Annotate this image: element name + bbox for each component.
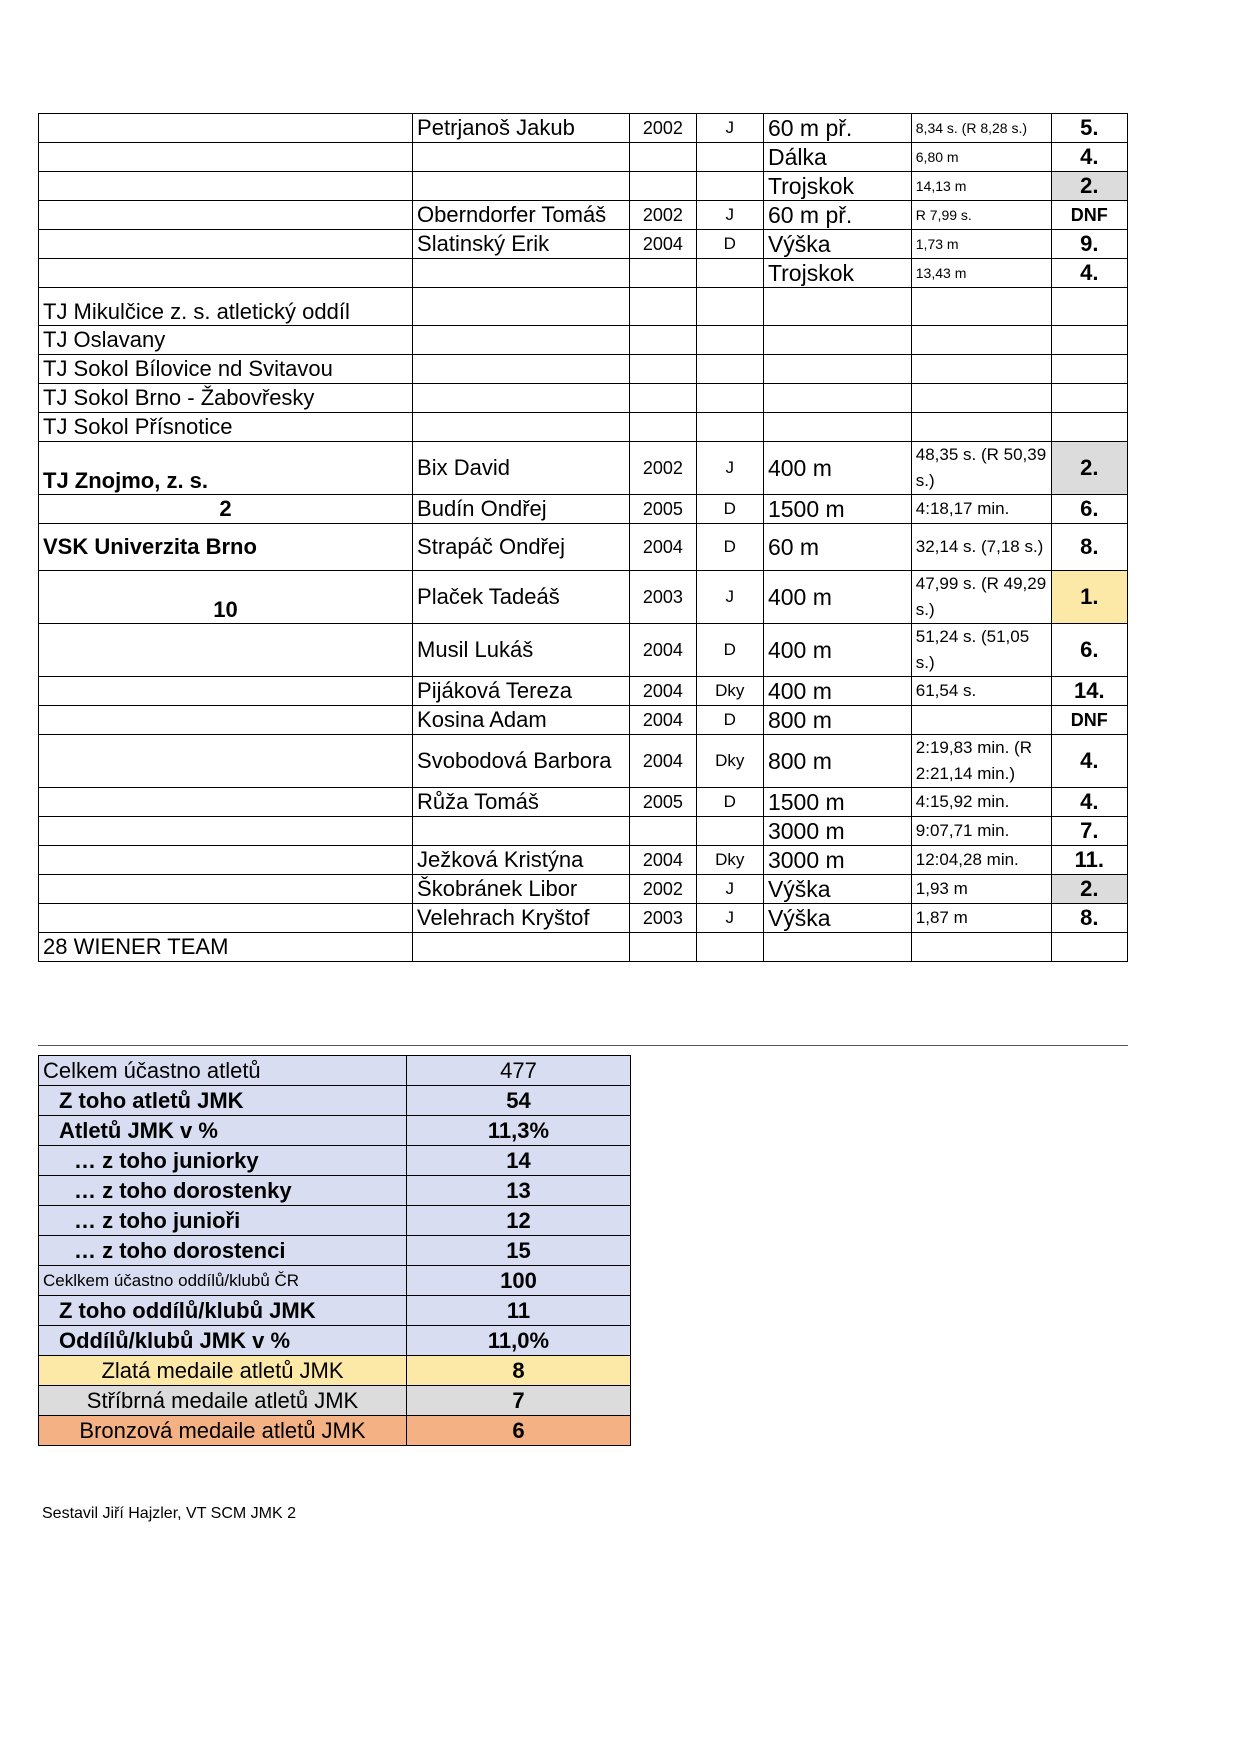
result xyxy=(911,933,1051,962)
athlete-name xyxy=(413,172,630,201)
result-row xyxy=(39,735,1128,788)
placement: 6. xyxy=(1051,495,1127,524)
athlete-name xyxy=(413,384,630,413)
result-row xyxy=(39,326,1128,355)
summary-label: … z toho junioři xyxy=(39,1206,407,1236)
summary-value: 13 xyxy=(407,1176,631,1206)
discipline: 60 m př. xyxy=(763,114,911,143)
summary-label: Atletů JMK v % xyxy=(39,1116,407,1146)
discipline: 800 m xyxy=(763,735,911,788)
discipline: 3000 m xyxy=(763,817,911,846)
discipline xyxy=(763,355,911,384)
result: 1,73 m xyxy=(911,230,1051,259)
result: 12:04,28 min. xyxy=(911,846,1051,875)
summary-row xyxy=(39,1236,631,1266)
separator-line xyxy=(38,1045,1128,1046)
summary-row xyxy=(39,1056,631,1086)
athlete-name: Strapáč Ondřej xyxy=(413,524,630,571)
club-cell xyxy=(39,230,413,259)
summary-table-body xyxy=(39,1056,631,1446)
birth-year: 2004 xyxy=(630,230,696,259)
summary-value: 14 xyxy=(407,1146,631,1176)
summary-value: 12 xyxy=(407,1206,631,1236)
summary-label: … z toho dorostenci xyxy=(39,1236,407,1266)
discipline: Výška xyxy=(763,904,911,933)
summary-row xyxy=(39,1386,631,1416)
result-row xyxy=(39,875,1128,904)
athlete-name xyxy=(413,288,630,326)
result-row xyxy=(39,114,1128,143)
result xyxy=(911,288,1051,326)
category xyxy=(696,172,763,201)
birth-year xyxy=(630,355,696,384)
category: Dky xyxy=(696,846,763,875)
athlete-name: Petrjanoš Jakub xyxy=(413,114,630,143)
club-cell xyxy=(39,846,413,875)
placement xyxy=(1051,384,1127,413)
placement: 2. xyxy=(1051,442,1127,495)
placement: 6. xyxy=(1051,624,1127,677)
club-cell: 2 xyxy=(39,495,413,524)
club-cell: TJ Sokol Přísnotice xyxy=(39,413,413,442)
summary-value: 11,3% xyxy=(407,1116,631,1146)
placement: 4. xyxy=(1051,259,1127,288)
summary-row xyxy=(39,1326,631,1356)
placement: 14. xyxy=(1051,677,1127,706)
birth-year: 2002 xyxy=(630,201,696,230)
birth-year xyxy=(630,933,696,962)
summary-label: … z toho juniorky xyxy=(39,1146,407,1176)
category xyxy=(696,817,763,846)
club-cell: TJ Sokol Bílovice nd Svitavou xyxy=(39,355,413,384)
birth-year xyxy=(630,143,696,172)
result: 4:15,92 min. xyxy=(911,788,1051,817)
placement: 4. xyxy=(1051,788,1127,817)
summary-value: 100 xyxy=(407,1266,631,1296)
summary-table xyxy=(38,1055,631,1446)
placement xyxy=(1051,933,1127,962)
club-cell xyxy=(39,114,413,143)
summary-value: 6 xyxy=(407,1416,631,1446)
category xyxy=(696,355,763,384)
discipline: 60 m př. xyxy=(763,201,911,230)
result: 48,35 s. (R 50,39 s.) xyxy=(911,442,1051,495)
discipline: 3000 m xyxy=(763,846,911,875)
summary-label: Bronzová medaile atletů JMK xyxy=(39,1416,407,1446)
athlete-name: Oberndorfer Tomáš xyxy=(413,201,630,230)
result-row xyxy=(39,201,1128,230)
club-cell xyxy=(39,706,413,735)
result: 47,99 s. (R 49,29 s.) xyxy=(911,571,1051,624)
discipline xyxy=(763,288,911,326)
birth-year: 2004 xyxy=(630,735,696,788)
placement: 9. xyxy=(1051,230,1127,259)
placement: 5. xyxy=(1051,114,1127,143)
summary-row xyxy=(39,1176,631,1206)
discipline: 800 m xyxy=(763,706,911,735)
club-cell xyxy=(39,904,413,933)
club-cell: TJ Mikulčice z. s. atletický oddíl xyxy=(39,288,413,326)
result: 6,80 m xyxy=(911,143,1051,172)
category: J xyxy=(696,904,763,933)
birth-year: 2003 xyxy=(630,571,696,624)
category xyxy=(696,413,763,442)
category: D xyxy=(696,524,763,571)
category: D xyxy=(696,495,763,524)
discipline: Výška xyxy=(763,230,911,259)
athlete-name: Budín Ondřej xyxy=(413,495,630,524)
result: 8,34 s. (R 8,28 s.) xyxy=(911,114,1051,143)
result-row xyxy=(39,172,1128,201)
athlete-name: Pijáková Tereza xyxy=(413,677,630,706)
category: Dky xyxy=(696,677,763,706)
placement: DNF xyxy=(1051,201,1127,230)
result-row xyxy=(39,706,1128,735)
results-table xyxy=(38,113,1128,962)
result: 4:18,17 min. xyxy=(911,495,1051,524)
result: 1,87 m xyxy=(911,904,1051,933)
placement: 8. xyxy=(1051,904,1127,933)
birth-year: 2004 xyxy=(630,624,696,677)
athlete-name: Kosina Adam xyxy=(413,706,630,735)
club-cell xyxy=(39,677,413,706)
summary-label: Celkem účastno atletů xyxy=(39,1056,407,1086)
summary-label: Z toho oddílů/klubů JMK xyxy=(39,1296,407,1326)
result xyxy=(911,413,1051,442)
birth-year xyxy=(630,384,696,413)
birth-year: 2004 xyxy=(630,706,696,735)
athlete-name xyxy=(413,143,630,172)
discipline: 400 m xyxy=(763,442,911,495)
result-row xyxy=(39,442,1128,495)
club-cell: TJ Sokol Brno - Žabovřesky xyxy=(39,384,413,413)
category: J xyxy=(696,114,763,143)
result-row xyxy=(39,355,1128,384)
club-cell xyxy=(39,624,413,677)
category xyxy=(696,143,763,172)
summary-value: 11 xyxy=(407,1296,631,1326)
athlete-name xyxy=(413,817,630,846)
result-row xyxy=(39,384,1128,413)
author-note: Sestavil Jiří Hajzler, VT SCM JMK 2 xyxy=(42,1505,296,1522)
category: D xyxy=(696,230,763,259)
discipline: Výška xyxy=(763,875,911,904)
category: D xyxy=(696,706,763,735)
result-row xyxy=(39,624,1128,677)
club-cell xyxy=(39,817,413,846)
summary-row xyxy=(39,1086,631,1116)
category xyxy=(696,933,763,962)
summary-row xyxy=(39,1356,631,1386)
birth-year xyxy=(630,259,696,288)
birth-year xyxy=(630,413,696,442)
summary-value: 7 xyxy=(407,1386,631,1416)
discipline: 400 m xyxy=(763,677,911,706)
discipline xyxy=(763,384,911,413)
birth-year: 2004 xyxy=(630,846,696,875)
result-row xyxy=(39,846,1128,875)
result-row xyxy=(39,230,1128,259)
birth-year: 2005 xyxy=(630,788,696,817)
club-cell xyxy=(39,201,413,230)
placement: 1. xyxy=(1051,571,1127,624)
category xyxy=(696,288,763,326)
discipline xyxy=(763,413,911,442)
category xyxy=(696,384,763,413)
result: 1,93 m xyxy=(911,875,1051,904)
club-cell xyxy=(39,259,413,288)
result: 14,13 m xyxy=(911,172,1051,201)
discipline: Dálka xyxy=(763,143,911,172)
category: D xyxy=(696,624,763,677)
discipline: Trojskok xyxy=(763,259,911,288)
placement: 8. xyxy=(1051,524,1127,571)
club-cell: TJ Znojmo, z. s. xyxy=(39,442,413,495)
discipline: 400 m xyxy=(763,571,911,624)
athlete-name: Bix David xyxy=(413,442,630,495)
summary-label: Z toho atletů JMK xyxy=(39,1086,407,1116)
result-row xyxy=(39,495,1128,524)
athlete-name: Slatinský Erik xyxy=(413,230,630,259)
club-cell xyxy=(39,172,413,201)
summary-label: Zlatá medaile atletů JMK xyxy=(39,1356,407,1386)
category: J xyxy=(696,875,763,904)
summary-row xyxy=(39,1416,631,1446)
summary-row xyxy=(39,1266,631,1296)
athlete-name xyxy=(413,326,630,355)
club-cell: 28 WIENER TEAM xyxy=(39,933,413,962)
summary-row xyxy=(39,1116,631,1146)
club-cell: VSK Univerzita Brno xyxy=(39,524,413,571)
placement: 2. xyxy=(1051,875,1127,904)
discipline: 400 m xyxy=(763,624,911,677)
summary-label: Oddílů/klubů JMK v % xyxy=(39,1326,407,1356)
summary-value: 15 xyxy=(407,1236,631,1266)
category: J xyxy=(696,571,763,624)
result-row xyxy=(39,143,1128,172)
athlete-name xyxy=(413,259,630,288)
summary-value: 8 xyxy=(407,1356,631,1386)
athlete-name: Růža Tomáš xyxy=(413,788,630,817)
placement: 4. xyxy=(1051,143,1127,172)
placement: 4. xyxy=(1051,735,1127,788)
result-row xyxy=(39,524,1128,571)
placement: 7. xyxy=(1051,817,1127,846)
result-row xyxy=(39,259,1128,288)
summary-row xyxy=(39,1296,631,1326)
result xyxy=(911,706,1051,735)
result-row xyxy=(39,817,1128,846)
birth-year: 2004 xyxy=(630,677,696,706)
discipline: 1500 m xyxy=(763,788,911,817)
result-row xyxy=(39,933,1128,962)
category: Dky xyxy=(696,735,763,788)
result-row xyxy=(39,413,1128,442)
club-cell xyxy=(39,143,413,172)
summary-value: 11,0% xyxy=(407,1326,631,1356)
club-cell xyxy=(39,788,413,817)
placement: DNF xyxy=(1051,706,1127,735)
birth-year: 2005 xyxy=(630,495,696,524)
category: J xyxy=(696,201,763,230)
athlete-name: Ježková Kristýna xyxy=(413,846,630,875)
club-cell: TJ Oslavany xyxy=(39,326,413,355)
result xyxy=(911,326,1051,355)
club-cell: 10 xyxy=(39,571,413,624)
placement xyxy=(1051,326,1127,355)
discipline xyxy=(763,933,911,962)
result: R 7,99 s. xyxy=(911,201,1051,230)
result: 51,24 s. (51,05 s.) xyxy=(911,624,1051,677)
birth-year xyxy=(630,817,696,846)
athlete-name: Svobodová Barbora xyxy=(413,735,630,788)
birth-year: 2002 xyxy=(630,442,696,495)
category xyxy=(696,259,763,288)
birth-year: 2003 xyxy=(630,904,696,933)
placement xyxy=(1051,288,1127,326)
athlete-name: Škobránek Libor xyxy=(413,875,630,904)
result: 32,14 s. (7,18 s.) xyxy=(911,524,1051,571)
placement xyxy=(1051,355,1127,384)
athlete-name xyxy=(413,413,630,442)
athlete-name xyxy=(413,933,630,962)
club-cell xyxy=(39,875,413,904)
result-row xyxy=(39,788,1128,817)
birth-year: 2004 xyxy=(630,524,696,571)
placement: 11. xyxy=(1051,846,1127,875)
birth-year: 2002 xyxy=(630,875,696,904)
summary-label: Stříbrná medaile atletů JMK xyxy=(39,1386,407,1416)
category: J xyxy=(696,442,763,495)
birth-year xyxy=(630,288,696,326)
summary-label: Ceklkem účastno oddílů/klubů ČR xyxy=(39,1266,407,1296)
discipline xyxy=(763,326,911,355)
result-row xyxy=(39,904,1128,933)
result: 9:07,71 min. xyxy=(911,817,1051,846)
athlete-name: Velehrach Kryštof xyxy=(413,904,630,933)
result-row xyxy=(39,288,1128,326)
placement xyxy=(1051,413,1127,442)
result-row xyxy=(39,571,1128,624)
result: 13,43 m xyxy=(911,259,1051,288)
birth-year xyxy=(630,326,696,355)
result xyxy=(911,355,1051,384)
result xyxy=(911,384,1051,413)
category: D xyxy=(696,788,763,817)
summary-value: 54 xyxy=(407,1086,631,1116)
discipline: Trojskok xyxy=(763,172,911,201)
summary-row xyxy=(39,1146,631,1176)
club-cell xyxy=(39,735,413,788)
discipline: 60 m xyxy=(763,524,911,571)
athlete-name xyxy=(413,355,630,384)
result: 61,54 s. xyxy=(911,677,1051,706)
athlete-name: Plaček Tadeáš xyxy=(413,571,630,624)
discipline: 1500 m xyxy=(763,495,911,524)
birth-year xyxy=(630,172,696,201)
category xyxy=(696,326,763,355)
result: 2:19,83 min. (R 2:21,14 min.) xyxy=(911,735,1051,788)
result-row xyxy=(39,677,1128,706)
athlete-name: Musil Lukáš xyxy=(413,624,630,677)
results-table-body xyxy=(39,114,1128,962)
summary-row xyxy=(39,1206,631,1236)
placement: 2. xyxy=(1051,172,1127,201)
summary-value: 477 xyxy=(407,1056,631,1086)
birth-year: 2002 xyxy=(630,114,696,143)
summary-label: … z toho dorostenky xyxy=(39,1176,407,1206)
